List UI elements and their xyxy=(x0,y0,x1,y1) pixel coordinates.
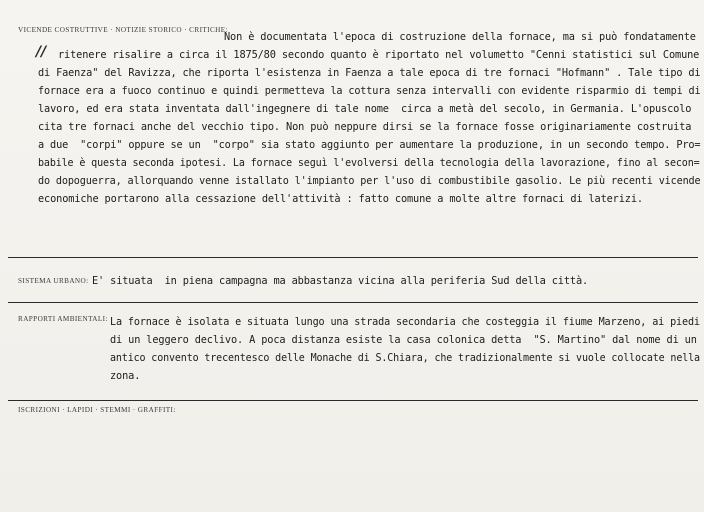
text-line: di Faenza" del Ravizza, che riporta l'esistenza in Faenza a tale epoca di tre fornaci "Hofmann" . Tale tipo di xyxy=(38,67,701,79)
text-line: antico convento trecentesco delle Monache di S.Chiara, che tradizionalmente si vuole collocate nella xyxy=(110,352,700,364)
text-line: lavoro, ed era stata inventata dall'ingegnere di tale nome circa a metà del secolo, in Germania. L'opuscolo xyxy=(38,103,692,115)
section-label-vicende: VICENDE COSTRUTTIVE · NOTIZIE STORICO · CRITICHE: xyxy=(18,26,228,34)
text-line: zona. xyxy=(110,370,141,382)
text-line: di un leggero declivo. A poca distanza esiste la casa colonica detta "S. Martino" dal nome di un xyxy=(110,334,697,346)
text-line: cita tre fornaci anche del vecchio tipo. Non può neppure dirsi se la fornace fosse originariamente costruita xyxy=(38,121,692,133)
section-divider xyxy=(8,400,698,401)
text-line: babile è questa seconda ipotesi. La fornace seguì l'evolversi della tecnologia della lavorazione, fino al secon= xyxy=(38,157,700,169)
text-line: economiche portarono alla cessazione dell'attività : fatto comune a molte altre fornaci di laterizi. xyxy=(38,193,643,205)
section-label-rapporti: RAPPORTI AMBIENTALI: xyxy=(18,315,108,323)
text-line: Non è documentata l'epoca di costruzione della fornace, ma si può fondatamente xyxy=(224,31,696,43)
text-line: E' situata in piena campagna ma abbastanza vicina alla periferia Sud della città. xyxy=(92,275,589,287)
text-line: fornace era a fuoco continuo e quindi permetteva la cottura senza intervalli con evidente risparmio di tempi di xyxy=(38,85,701,97)
section-divider xyxy=(8,257,698,258)
handwritten-mark: // xyxy=(36,44,47,60)
section-divider xyxy=(8,302,698,303)
text-line: a due "corpi" oppure se un "corpo" sia stato aggiunto per aumentare la produzione, in un secondo tempo. Pro= xyxy=(38,139,701,151)
text-line: do dopoguerra, allorquando venne istallato l'impianto per l'uso di combustibile gasolio. Le più recenti vicende xyxy=(38,175,701,187)
section-label-sistema: SISTEMA URBANO: xyxy=(18,277,89,285)
section-label-iscrizioni: ISCRIZIONI · LAPIDI · STEMMI · GRAFFITI: xyxy=(18,406,176,414)
text-line: La fornace è isolata e situata lungo una strada secondaria che costeggia il fiume Marzeno, ai piedi xyxy=(110,316,700,328)
text-line: ritenere risalire a circa il 1875/80 secondo quanto è riportato nel volumetto "Cenni statistici sul Comune xyxy=(58,49,700,61)
